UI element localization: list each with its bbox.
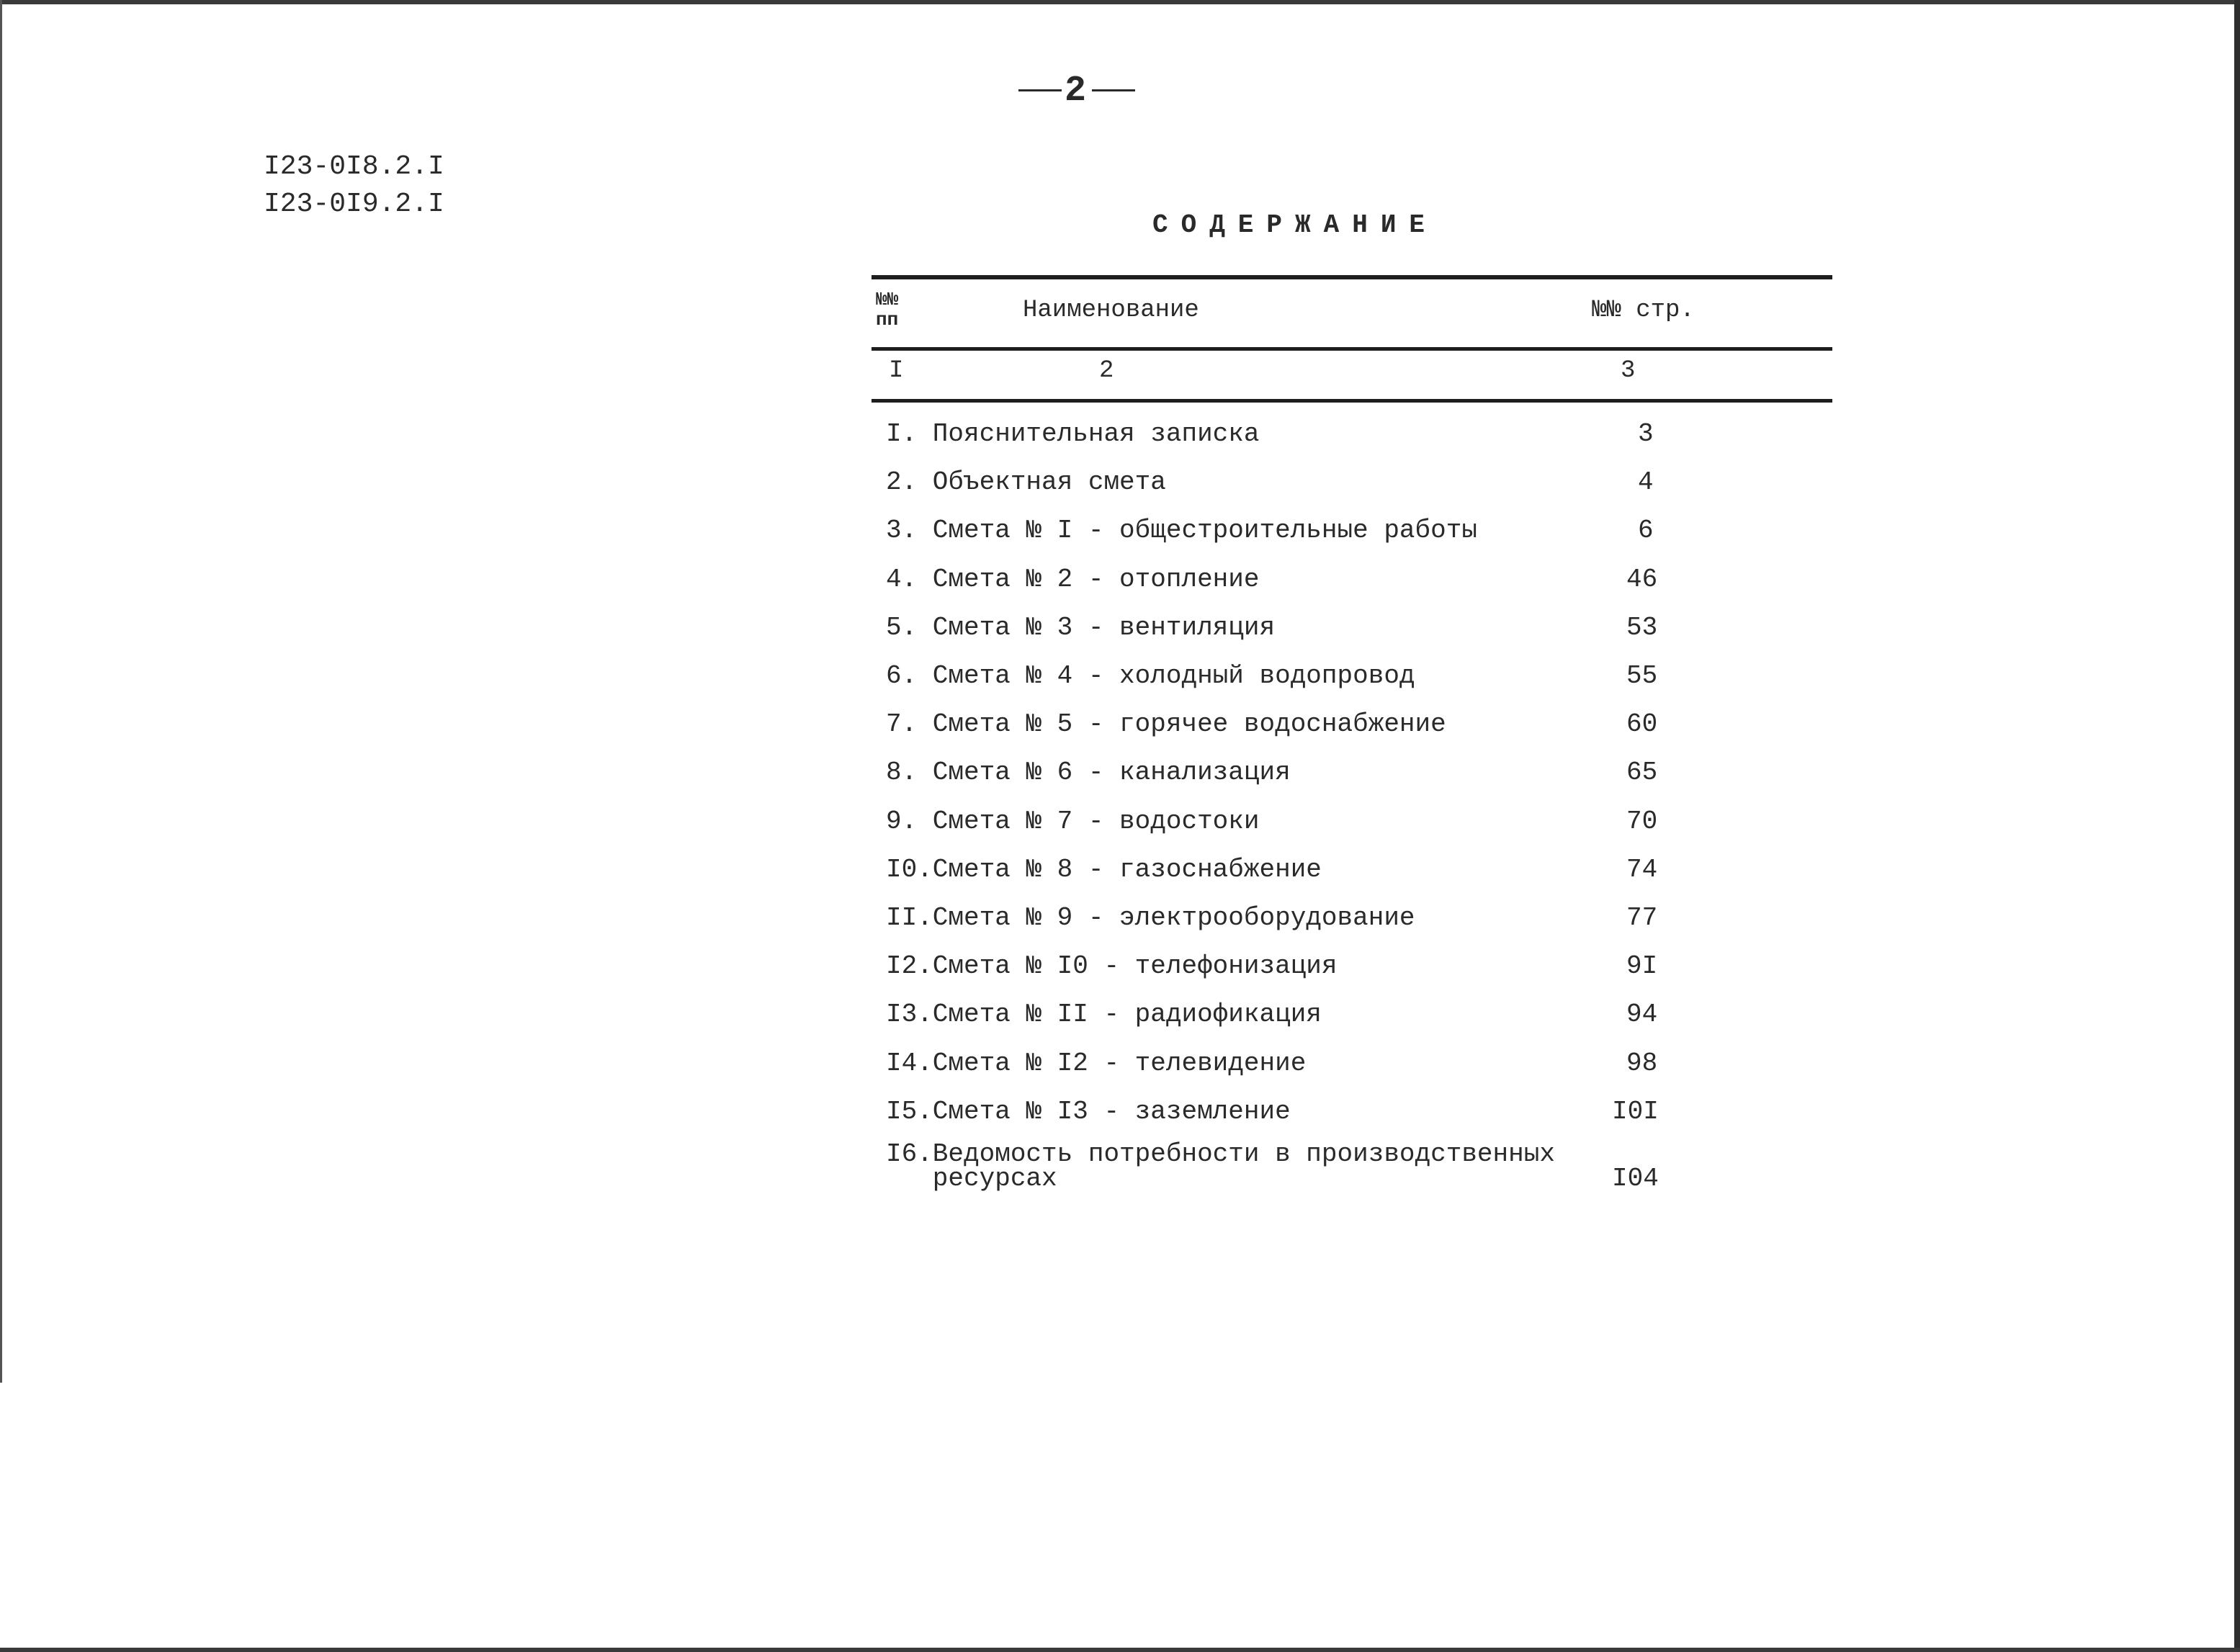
- scan-border-right: [2234, 0, 2240, 1652]
- table-row: [886, 709, 1815, 739]
- table-row: [886, 1097, 1815, 1126]
- table-row: [886, 661, 1815, 691]
- row-page-number: 55: [1626, 661, 1658, 691]
- table-rule-header: [872, 347, 1832, 351]
- row-title: II.Смета № 9 - электрооборудование: [886, 903, 1415, 933]
- row-title: 4. Смета № 2 - отопление: [886, 564, 1260, 594]
- row-title: I. Пояснительная записка: [886, 419, 1260, 449]
- table-rule-top: [872, 275, 1832, 279]
- dash-left: [1018, 89, 1062, 91]
- table-row: [886, 516, 1815, 545]
- row-page-number: 74: [1626, 854, 1658, 884]
- column-number-2: 2: [1099, 357, 1114, 385]
- row-page-number: 53: [1626, 612, 1658, 642]
- header-name: Наименование: [1023, 297, 1199, 324]
- row-title: I3.Смета № II - радиофикация: [886, 1000, 1322, 1030]
- row-page-number: 70: [1626, 806, 1658, 836]
- table-row: [886, 758, 1815, 787]
- table-row: [886, 1000, 1815, 1029]
- scan-border-bottom: [0, 1648, 2240, 1652]
- row-page-number: 94: [1626, 1000, 1658, 1030]
- page-title: СОДЕРЖАНИЕ: [1152, 210, 1438, 240]
- row-page-number: I04: [1612, 1164, 1659, 1193]
- page-number-value: 2: [1065, 71, 1090, 112]
- row-title: 3. Смета № I - общестроительные работы: [886, 516, 1477, 546]
- row-page-number: 6: [1638, 516, 1654, 546]
- row-page-number: 65: [1626, 758, 1658, 788]
- row-title: 2. Объектная смета: [886, 467, 1166, 498]
- column-number-3: 3: [1621, 357, 1636, 385]
- row-page-number: 46: [1626, 564, 1658, 594]
- table-row: [886, 855, 1815, 884]
- document-code: I23-0I9.2.I: [264, 189, 444, 220]
- table-row: [886, 467, 1815, 497]
- header-page: №№ стр.: [1592, 297, 1695, 324]
- row-title: I0.Смета № 8 - газоснабжение: [886, 854, 1322, 884]
- table-row: [886, 1139, 1815, 1193]
- table-row: [886, 419, 1815, 449]
- row-page-number: 9I: [1626, 951, 1658, 982]
- row-title: 7. Смета № 5 - горячее водоснабжение: [886, 709, 1446, 740]
- table-row: [886, 1049, 1815, 1078]
- table-row: [886, 951, 1815, 981]
- row-page-number: 98: [1626, 1048, 1658, 1078]
- row-title: I5.Смета № I3 - заземление: [886, 1096, 1291, 1126]
- scan-border-left: [0, 0, 2, 1383]
- page-number: [1016, 71, 1138, 112]
- scan-border-top: [0, 0, 2240, 4]
- row-title: 9. Смета № 7 - водостоки: [886, 806, 1260, 836]
- table-row: [886, 613, 1815, 642]
- row-page-number: 3: [1638, 419, 1654, 449]
- row-page-number: 77: [1626, 903, 1658, 933]
- header-number: №№ пп: [876, 289, 899, 331]
- row-title: I4.Смета № I2 - телевидение: [886, 1048, 1307, 1078]
- document-codes: [264, 148, 444, 223]
- row-title: I2.Смета № I0 - телефонизация: [886, 951, 1338, 982]
- column-number-1: I: [889, 357, 904, 385]
- table-row: [886, 903, 1815, 933]
- table-row: [886, 807, 1815, 836]
- document-code: I23-0I8.2.I: [264, 151, 444, 182]
- row-page-number: 60: [1626, 709, 1658, 740]
- row-page-number: 4: [1638, 467, 1654, 498]
- dash-right: [1092, 89, 1135, 91]
- row-page-number: I0I: [1612, 1096, 1659, 1126]
- row-title: 6. Смета № 4 - холодный водопровод: [886, 661, 1415, 691]
- row-title: 5. Смета № 3 - вентиляция: [886, 612, 1276, 642]
- row-title: I6.Ведомость потребности в производственных ресурсах: [886, 1139, 1555, 1193]
- row-title: 8. Смета № 6 - канализация: [886, 758, 1291, 788]
- table-rule-columns: [872, 399, 1832, 403]
- table-row: [886, 565, 1815, 594]
